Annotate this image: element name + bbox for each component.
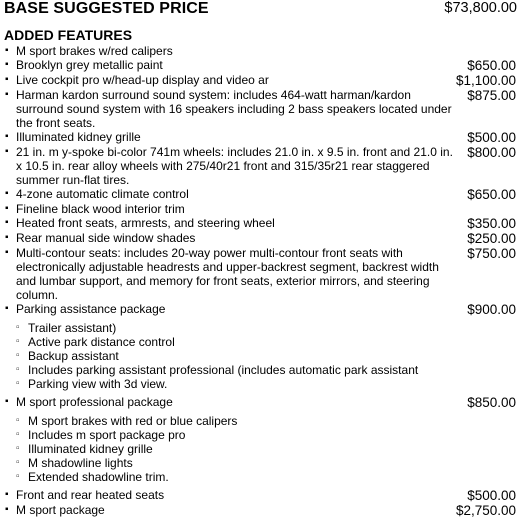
- sub-feature-item: ▫ Illuminated kidney grille: [0, 442, 520, 456]
- feature-price: $350.00: [467, 216, 516, 231]
- feature-text: ▪ 21 in. m y-spoke bi-color 741m wheels: includes 21.0 in. x 9.5 in. front and 21.0 in. x 10.5 in. rear alloy wheels with 275/40r21 front and 315/35r21 rear staggered summer run-flat tires.: [0, 145, 461, 187]
- feature-text: ▪ Fineline black wood interior trim: [0, 202, 185, 216]
- base-price-row: [4, 0, 517, 18]
- sub-feature-list: [0, 410, 520, 488]
- feature-list: [0, 44, 520, 518]
- feature-item: [0, 187, 520, 202]
- feature-price: $850.00: [467, 395, 516, 410]
- feature-text: ▪ 4-zone automatic climate control: [0, 187, 189, 201]
- feature-price: $875.00: [467, 88, 516, 103]
- feature-item: [0, 58, 520, 73]
- feature-price: $650.00: [467, 58, 516, 73]
- sub-feature-item: ▫ Extended shadowline trim.: [0, 470, 520, 484]
- feature-price: $1,100.00: [455, 73, 516, 88]
- feature-price: $900.00: [467, 302, 516, 317]
- feature-item: [0, 88, 520, 130]
- feature-item: [0, 302, 520, 317]
- base-price-label: BASE SUGGESTED PRICE: [4, 0, 209, 17]
- feature-text: ▪ M sport professional package: [0, 395, 173, 409]
- sub-feature-item: ▫ M shadowline lights: [0, 456, 520, 470]
- feature-item: [0, 73, 520, 88]
- feature-text: ▪ Brooklyn grey metallic paint: [0, 58, 163, 72]
- sub-feature-list: [0, 317, 520, 395]
- feature-text: ▪ M sport package: [0, 503, 105, 517]
- feature-text: ▪ Front and rear heated seats: [0, 488, 164, 502]
- feature-price: $800.00: [467, 145, 516, 160]
- sub-feature-item: ▫ Active park distance control: [0, 335, 520, 349]
- feature-text: ▪ Heated front seats, armrests, and steering wheel: [0, 216, 275, 230]
- feature-price: $750.00: [467, 246, 516, 261]
- sub-feature-item: ▫ Includes m sport package pro: [0, 428, 520, 442]
- feature-item: [0, 130, 520, 145]
- base-price-value: $73,800.00: [444, 0, 517, 16]
- feature-text: ▪ Harman kardon surround sound system: includes 464-watt harman/kardon surround sound system with 16 speakers including 2 bass speakers located under the front seats.: [0, 88, 461, 130]
- sub-feature-item: ▫ Parking view with 3d view.: [0, 377, 520, 391]
- feature-item: [0, 202, 520, 216]
- feature-item: [0, 395, 520, 410]
- added-features-heading: ADDED FEATURES: [4, 27, 133, 43]
- feature-item: [0, 145, 520, 187]
- feature-text: ▪ Illuminated kidney grille: [0, 130, 141, 144]
- feature-text: ▪ Live cockpit pro w/head-up display and video ar: [0, 73, 269, 87]
- feature-text: ▪ M sport brakes w/red calipers: [0, 44, 173, 58]
- feature-text: ▪ Parking assistance package: [0, 302, 165, 316]
- feature-item: [0, 246, 520, 302]
- feature-item: [0, 503, 520, 518]
- feature-price: $2,750.00: [455, 503, 516, 518]
- feature-price: $500.00: [467, 488, 516, 503]
- sub-feature-item: ▫ Includes parking assistant professional (includes automatic park assistant: [0, 363, 520, 377]
- sub-feature-item: ▫ Trailer assistant): [0, 321, 520, 335]
- sub-feature-item: ▫ Backup assistant: [0, 349, 520, 363]
- feature-text: ▪ Multi-contour seats: includes 20-way power multi-contour front seats with electronically adjustable headrests and upper-backrest segment, backrest width and lumbar support, and memory for front seats, exterior mirrors, and steering column.: [0, 246, 461, 302]
- feature-price: $650.00: [467, 187, 516, 202]
- feature-item: [0, 488, 520, 503]
- sub-feature-item: ▫ M sport brakes with red or blue calipers: [0, 414, 520, 428]
- feature-item: [0, 231, 520, 246]
- feature-price: $250.00: [467, 231, 516, 246]
- feature-item: [0, 44, 520, 58]
- feature-price: $500.00: [467, 130, 516, 145]
- feature-text: ▪ Rear manual side window shades: [0, 231, 195, 245]
- feature-item: [0, 216, 520, 231]
